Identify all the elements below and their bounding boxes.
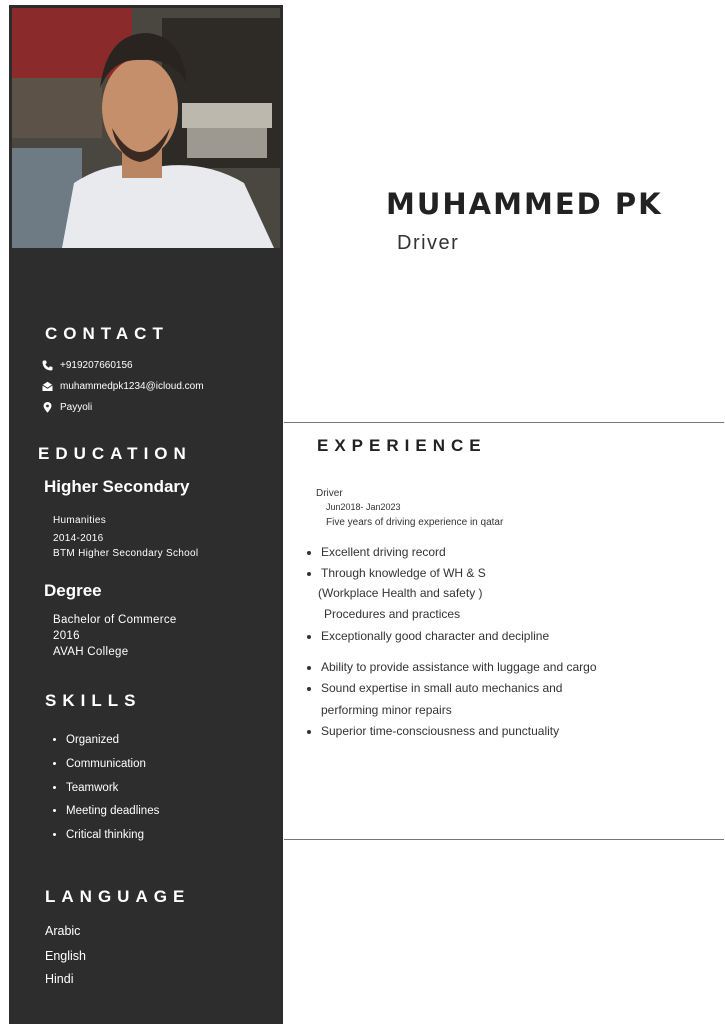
experience-heading: EXPERIENCE <box>317 436 487 455</box>
skill-item: • Meeting deadlines <box>66 800 159 824</box>
skills-list <box>50 729 159 848</box>
language-item: English <box>45 949 86 963</box>
degree-college: AVAH College <box>53 646 129 658</box>
email-address: muhammedpk1234@icloud.com <box>60 381 204 392</box>
skill-item: • Teamwork <box>66 777 159 801</box>
profile-photo <box>12 8 280 248</box>
education-heading: EDUCATION <box>38 444 192 463</box>
map-pin-icon <box>42 402 53 413</box>
experience-bullets <box>305 542 721 742</box>
phone-icon <box>42 360 53 371</box>
candidate-role: Driver <box>397 232 460 254</box>
location-text: Payyoli <box>60 402 93 413</box>
degree-title: Degree <box>44 581 102 600</box>
contact-phone[interactable] <box>42 360 133 371</box>
experience-bullet-continued: Procedures and practices <box>324 606 461 621</box>
language-item: Arabic <box>45 924 81 938</box>
experience-bullet: • Through knowledge of WH & S <box>321 563 721 584</box>
experience-bullet: • Superior time-consciousness and punctuality <box>321 721 721 742</box>
degree-year: 2016 <box>53 630 80 642</box>
skills-heading: SKILLS <box>45 691 142 710</box>
experience-bullet: • Excellent driving record <box>321 542 721 563</box>
phone-number: +919207660156 <box>60 360 133 371</box>
job-dates: Jun2018- Jan2023 <box>326 502 401 512</box>
skill-item: • Communication <box>66 753 159 777</box>
higher-secondary-title: Higher Secondary <box>44 477 190 496</box>
degree-course: Bachelor of Commerce <box>53 614 177 626</box>
envelope-icon <box>42 381 53 392</box>
contact-location <box>42 402 92 413</box>
experience-bullet: • Ability to provide assistance with luggage and cargo <box>321 657 721 678</box>
skill-item: • Organized <box>66 729 159 753</box>
language-item: Hindi <box>45 972 74 986</box>
job-title: Driver <box>316 488 343 499</box>
higher-secondary-school: BTM Higher Secondary School <box>53 548 199 559</box>
job-summary: Five years of driving experience in qatar <box>326 517 504 528</box>
higher-secondary-stream: Humanities <box>53 515 107 526</box>
higher-secondary-years: 2014-2016 <box>53 533 104 544</box>
divider-top <box>284 422 724 423</box>
language-heading: LANGUAGE <box>45 887 191 906</box>
experience-bullet-continued: (Workplace Health and safety ) <box>318 586 483 600</box>
contact-email[interactable] <box>42 381 204 392</box>
experience-bullet: • Sound expertise in small auto mechanics and performing minor repairs <box>321 677 596 721</box>
divider-bottom <box>284 839 724 840</box>
sidebar <box>9 5 283 1024</box>
candidate-name: MUHAMMED PK <box>386 187 663 221</box>
contact-heading: CONTACT <box>45 324 169 343</box>
experience-bullet: • Exceptionally good character and decipline <box>321 626 721 647</box>
skill-item: • Critical thinking <box>66 824 159 848</box>
